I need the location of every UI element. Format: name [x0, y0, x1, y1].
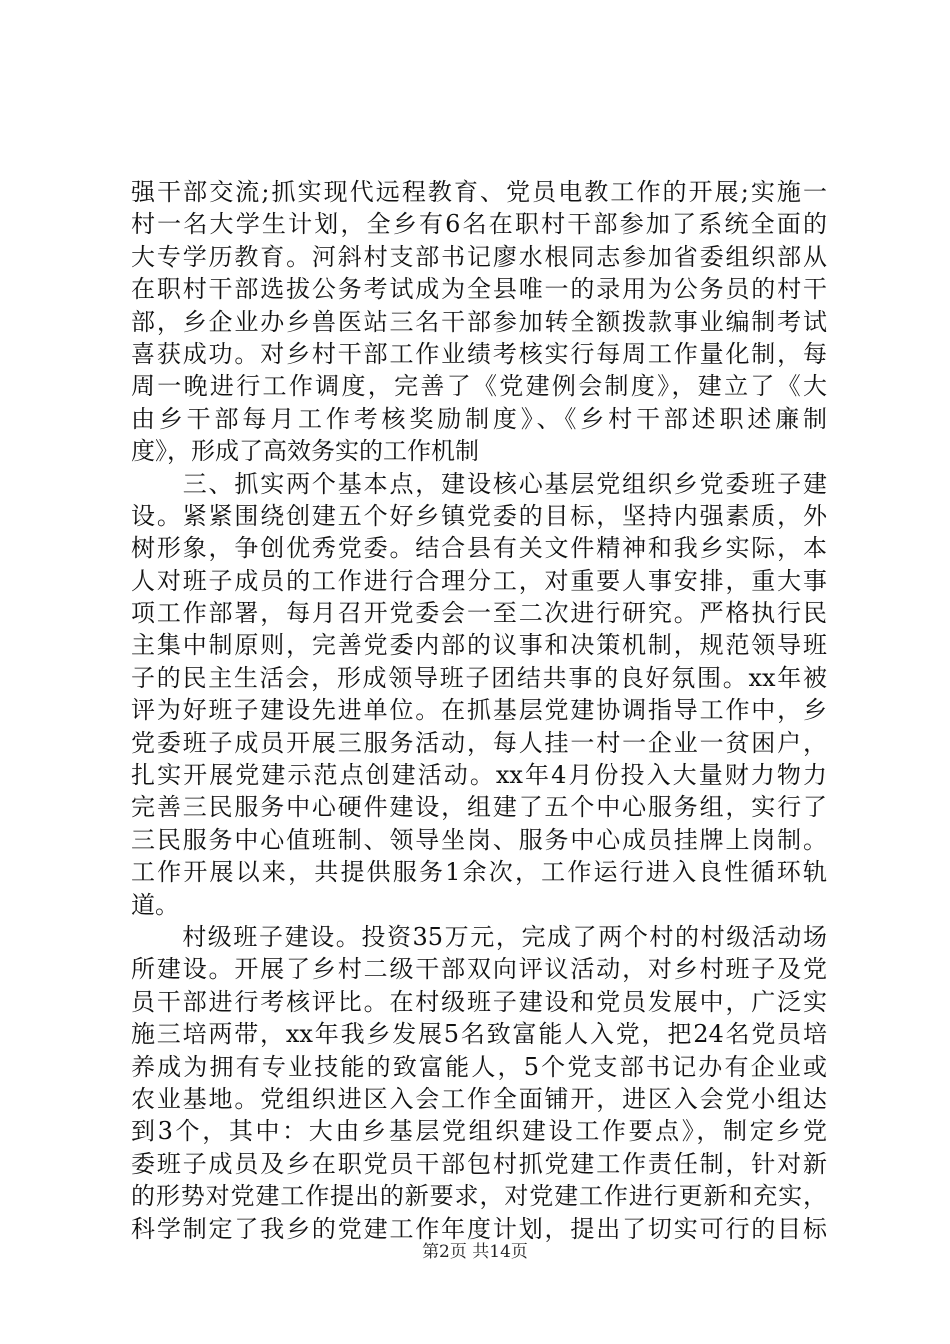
text-line: 工作开展以来，共提供服务1余次，工作运行进入良性循环轨 [131, 858, 827, 887]
text-line: 到3个，其中：大由乡基层党组织建设工作要点》，制定乡党 [131, 1117, 827, 1146]
text-line: 大专学历教育。河斜村支部书记廖水根同志参加省委组织部从 [131, 242, 827, 271]
text-line: 农业基地。党组织进区入会工作全面铺开，进区入会党小组达 [131, 1084, 827, 1113]
text-line: 养成为拥有专业技能的致富能人，5个党支部书记办有企业或 [131, 1052, 827, 1081]
text-line: 完善三民服务中心硬件建设，组建了五个中心服务组，实行了 [131, 793, 827, 822]
document-body [131, 176, 827, 1245]
text-line: 三民服务中心值班制、领导坐岗、服务中心成员挂牌上岗制。 [131, 825, 827, 854]
text-line: 喜获成功。对乡村干部工作业绩考核实行每周工作量化制，每 [131, 339, 827, 368]
text-line: 部，乡企业办乡兽医站三名干部参加转全额拨款事业编制考试 [131, 307, 827, 336]
text-line: 周一晚进行工作调度，完善了《党建例会制度》，建立了《大 [131, 372, 827, 401]
text-line: 评为好班子建设先进单位。在抓基层党建协调指导工作中，乡 [131, 696, 827, 725]
text-line: 主集中制原则，完善党委内部的议事和决策机制，规范领导班 [131, 631, 827, 660]
text-line: 委班子成员及乡在职党员干部包村抓党建工作责任制，针对新 [131, 1149, 827, 1178]
text-line: 设。紧紧围绕创建五个好乡镇党委的目标，坚持内强素质，外 [131, 501, 827, 530]
text-line: 三、抓实两个基本点，建设核心基层党组织乡党委班子建 [131, 469, 827, 498]
text-line: 项工作部署，每月召开党委会一至二次进行研究。严格执行民 [131, 599, 827, 628]
text-line: 由乡干部每月工作考核奖励制度》、《乡村干部述职述廉制 [131, 404, 827, 433]
text-line: 扎实开展党建示范点创建活动。xx年4月份投入大量财力物力 [131, 761, 827, 790]
text-line: 度》，形成了高效务实的工作机制 [131, 437, 479, 466]
text-line: 人对班子成员的工作进行合理分工，对重要人事安排，重大事 [131, 566, 827, 595]
text-line: 强干部交流;抓实现代远程教育、党员电教工作的开展;实施一 [131, 178, 827, 206]
text-line: 施三培两带，xx年我乡发展5名致富能人入党，把24名党员培 [131, 1020, 827, 1049]
text-line: 党委班子成员开展三服务活动，每人挂一村一企业一贫困户， [131, 728, 827, 757]
text-line: 的形势对党建工作提出的新要求，对党建工作进行更新和充实， [131, 1182, 827, 1211]
text-line: 子的民主生活会，形成领导班子团结共事的良好氛围。xx年被 [131, 663, 827, 692]
text-line: 村一名大学生计划，全乡有6名在职村干部参加了系统全面的 [131, 210, 827, 239]
text-line: 科学制定了我乡的党建工作年度计划，提出了切实可行的目标 [131, 1214, 827, 1243]
text-line: 村级班子建设。投资35万元，完成了两个村的村级活动场 [131, 922, 827, 951]
text-line: 树形象，争创优秀党委。结合县有关文件精神和我乡实际，本 [131, 534, 827, 563]
text-line: 道。 [131, 890, 179, 919]
page-number-footer: 第2页 共14页 [422, 1242, 528, 1262]
text-line: 员干部进行考核评比。在村级班子建设和党员发展中，广泛实 [131, 987, 827, 1016]
text-line: 所建设。开展了乡村二级干部双向评议活动，对乡村班子及党 [131, 955, 827, 984]
text-line: 在职村干部选拔公务考试成为全县唯一的录用为公务员的村干 [131, 275, 827, 304]
